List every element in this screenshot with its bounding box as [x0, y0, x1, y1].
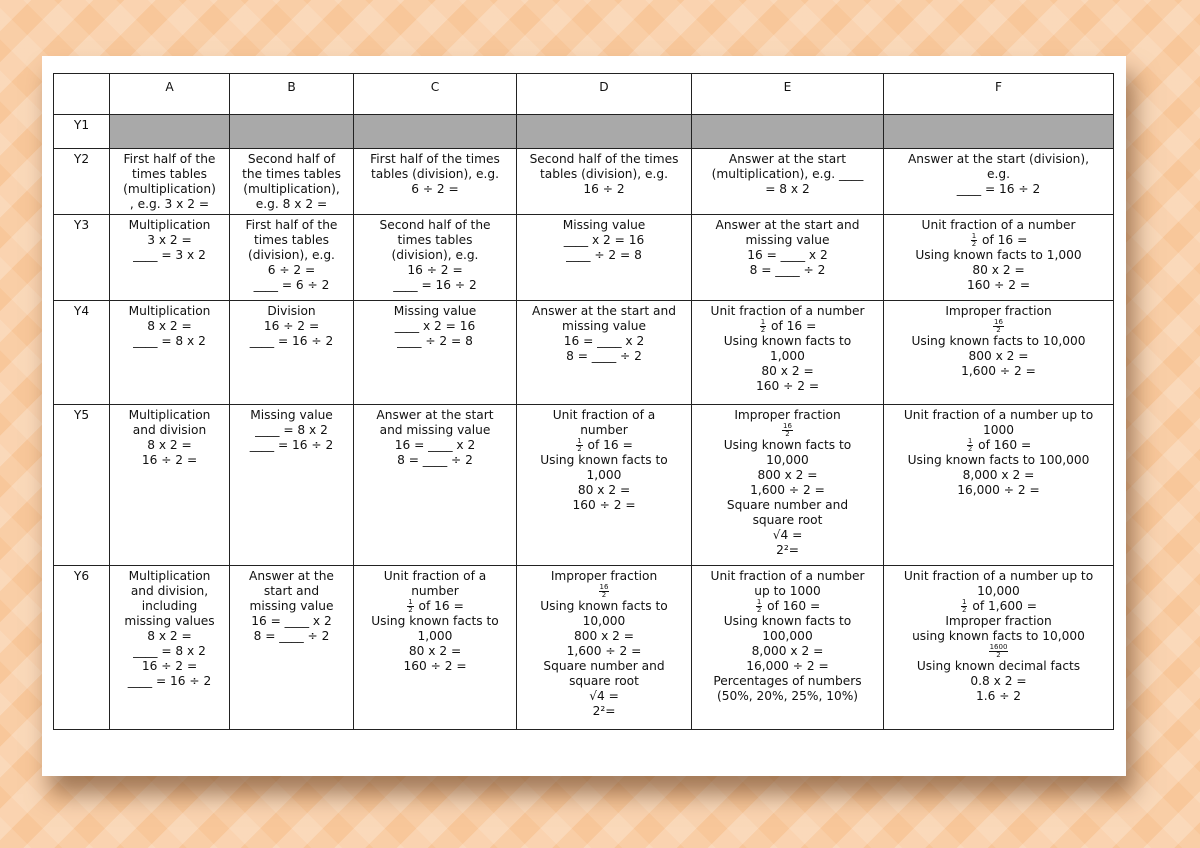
cell-line: ____ ÷ 2 = 8 — [397, 334, 473, 348]
cell-line: 6 ÷ 2 = — [267, 263, 316, 277]
cell-line: Using known decimal facts — [916, 659, 1081, 673]
row-label: Y5 — [54, 405, 110, 566]
cell-line: Unit fraction of a number — [921, 218, 1076, 232]
cell-line: (multiplication), e.g. ____ — [711, 167, 864, 181]
fraction: $\frac{16}{2}$ — [994, 318, 1003, 334]
table-cell — [884, 566, 1114, 730]
cell-line: ____ = 3 x 2 — [133, 248, 206, 262]
table-cell — [230, 215, 354, 301]
cell-line: $\frac{1}{2}$ of 16 = — [408, 598, 464, 614]
cell-line: 8,000 x 2 = — [751, 644, 824, 658]
cell-line: (division), e.g. — [248, 248, 335, 262]
cell-line: Unit fraction of a — [383, 569, 487, 583]
cell-line: missing values — [124, 614, 215, 628]
table-cell — [692, 566, 884, 730]
cell-line: 16,000 ÷ 2 = — [746, 659, 829, 673]
cell-line: 8 = ____ ÷ 2 — [253, 629, 330, 643]
cell-line: ____ = 8 x 2 — [255, 423, 328, 437]
table-row — [54, 301, 1114, 405]
header-row — [54, 74, 1114, 115]
cell-line: Missing value — [250, 408, 333, 422]
table-cell — [692, 405, 884, 566]
cell-line: ____ = 16 ÷ 2 — [956, 182, 1041, 196]
table-cell — [354, 149, 517, 215]
cell-line: Using known facts to — [723, 438, 852, 452]
table-cell — [517, 115, 692, 149]
cell-line: ____ ÷ 2 = 8 — [566, 248, 642, 262]
cell-line: 0.8 x 2 = — [970, 674, 1027, 688]
table-cell — [110, 149, 230, 215]
table-cell — [354, 405, 517, 566]
cell-line: up to 1000 — [754, 584, 821, 598]
cell-line: 80 x 2 = — [972, 263, 1025, 277]
table-cell — [110, 215, 230, 301]
fraction: $\frac{1}{2}$ — [577, 437, 582, 453]
cell-line: Improper fraction — [550, 569, 658, 583]
cell-line: times tables — [397, 233, 473, 247]
table-cell — [354, 301, 517, 405]
cell-line: and division — [132, 423, 207, 437]
table-cell — [230, 566, 354, 730]
table-row — [54, 115, 1114, 149]
cell-line: 800 x 2 = — [968, 349, 1029, 363]
cell-line: 10,000 — [766, 453, 809, 467]
cell-line: 1,600 ÷ 2 = — [750, 483, 825, 497]
cell-line: and division, — [130, 584, 209, 598]
cell-line: 1,000 — [770, 349, 805, 363]
cell-line: Unit fraction of a — [552, 408, 656, 422]
column-header-b: B — [230, 74, 354, 115]
fraction: $\frac{1}{2}$ — [962, 598, 967, 614]
cell-line: Answer at the start — [376, 408, 494, 422]
cell-line: Improper fraction — [945, 304, 1052, 318]
cell-line: 1,600 ÷ 2 = — [961, 364, 1036, 378]
table-cell — [692, 149, 884, 215]
cell-line: 8 x 2 = — [147, 319, 192, 333]
table-row — [54, 405, 1114, 566]
cell-line: Using known facts to — [371, 614, 499, 628]
column-header-d: D — [517, 74, 692, 115]
table-cell — [884, 301, 1114, 405]
row-label: Y3 — [54, 215, 110, 301]
cell-line: missing value — [562, 319, 646, 333]
cell-line: ____ = 8 x 2 — [133, 644, 206, 658]
cell-line: 8,000 x 2 = — [962, 468, 1035, 482]
cell-line: First half of the — [245, 218, 338, 232]
cell-line: Second half of the — [379, 218, 491, 232]
cell-line: 16 = ____ x 2 — [394, 438, 476, 452]
cell-line: = 8 x 2 — [765, 182, 810, 196]
cell-line: 16 = ____ x 2 — [251, 614, 332, 628]
cell-line: 16 ÷ 2 — [583, 182, 625, 196]
cell-line: 1000 — [982, 423, 1015, 437]
cell-line: 8 = ____ ÷ 2 — [397, 453, 473, 467]
cell-line: (50%, 20%, 25%, 10%) — [716, 689, 859, 703]
cell-line: ____ = 16 ÷ 2 — [127, 674, 212, 688]
cell-line: 16 ÷ 2 = — [263, 319, 320, 333]
cell-line: Using known facts to — [723, 334, 852, 348]
cell-line: number — [580, 423, 628, 437]
table-cell — [884, 215, 1114, 301]
table-cell — [110, 301, 230, 405]
cell-line: Unit fraction of a number up to — [903, 569, 1094, 583]
cell-line: √4 = — [772, 528, 803, 542]
cell-line: 16 = ____ x 2 — [563, 334, 645, 348]
cell-line: square root — [569, 674, 639, 688]
cell-line: Percentages of numbers — [713, 674, 862, 688]
cell-line: $\frac{1}{2}$ of 160 = — [967, 437, 1032, 453]
cell-line: ____ x 2 = 16 — [394, 319, 476, 333]
cell-line: Answer at the start (division), — [907, 152, 1090, 166]
cell-line: First half of the — [123, 152, 216, 166]
cell-line — [520, 584, 688, 599]
cell-line: 2²= — [776, 543, 799, 557]
row-label: Y2 — [54, 149, 110, 215]
fraction: $\frac{1}{2}$ — [971, 232, 977, 248]
column-header-c: C — [354, 74, 517, 115]
table-row — [54, 149, 1114, 215]
worksheet-card — [42, 56, 1126, 776]
cell-line: (multiplication) — [123, 182, 216, 196]
table-cell — [517, 566, 692, 730]
cell-line: times tables — [254, 233, 329, 247]
column-header-e: E — [692, 74, 884, 115]
cell-line: 1,000 — [417, 629, 453, 643]
cell-line: ____ = 16 ÷ 2 — [393, 278, 477, 292]
cell-line: 160 ÷ 2 = — [403, 659, 467, 673]
corner-header — [54, 74, 110, 115]
cell-line: ____ x 2 = 16 — [563, 233, 645, 247]
cell-line: $\frac{1}{2}$ of 16 = — [760, 318, 817, 334]
table-cell — [692, 115, 884, 149]
cell-line: e.g. 8 x 2 = — [255, 197, 328, 211]
cell-line: 80 x 2 = — [761, 364, 814, 378]
cell-line: Using known facts to 1,000 — [915, 248, 1082, 262]
cell-line: 8 x 2 = — [147, 438, 192, 452]
table-cell — [110, 115, 230, 149]
cell-line: 16 ÷ 2 = — [407, 263, 463, 277]
row-label: Y6 — [54, 566, 110, 730]
fraction: $\frac{1}{2}$ — [756, 598, 762, 614]
cell-line: tables (division), e.g. — [540, 167, 668, 181]
cell-line: missing value — [745, 233, 830, 247]
cell-line: 80 x 2 = — [577, 483, 631, 497]
cell-line: ____ = 16 ÷ 2 — [249, 334, 334, 348]
table-cell — [230, 405, 354, 566]
cell-line: 80 x 2 = — [408, 644, 462, 658]
cell-line — [887, 644, 1110, 659]
cell-line: 1,000 — [586, 468, 622, 482]
cell-line — [695, 423, 880, 438]
table-cell — [354, 115, 517, 149]
table-cell — [230, 149, 354, 215]
cell-line: 160 ÷ 2 = — [755, 379, 820, 393]
cell-line: Missing value — [562, 218, 646, 232]
cell-line: 1,600 ÷ 2 = — [566, 644, 642, 658]
fraction: $\frac{1600}{2}$ — [989, 643, 1008, 659]
table-cell — [692, 215, 884, 301]
column-header-f: F — [884, 74, 1114, 115]
cell-line: 800 x 2 = — [573, 629, 635, 643]
cell-line: Using known facts to 10,000 — [911, 334, 1086, 348]
cell-line: 1.6 ÷ 2 — [975, 689, 1022, 703]
cell-line: Improper fraction — [734, 408, 841, 422]
cell-line: Missing value — [393, 304, 477, 318]
cell-line: Division — [267, 304, 316, 318]
cell-line: e.g. — [987, 167, 1010, 181]
cell-line: ____ = 16 ÷ 2 — [249, 438, 334, 452]
cell-line: Second half of — [247, 152, 336, 166]
cell-line: (multiplication), — [243, 182, 340, 196]
cell-line: Using known facts to 100,000 — [907, 453, 1090, 467]
cell-line: 16 ÷ 2 = — [141, 659, 198, 673]
cell-line: Multiplication — [128, 304, 211, 318]
cell-line: 8 = ____ ÷ 2 — [566, 349, 642, 363]
table-cell — [230, 115, 354, 149]
cell-line: square root — [752, 513, 823, 527]
cell-line: using known facts to 10,000 — [912, 629, 1085, 643]
cell-line — [887, 319, 1110, 334]
cell-line: 10,000 — [977, 584, 1020, 598]
cell-line: Unit fraction of a number up to — [903, 408, 1094, 422]
cell-line: Unit fraction of a number — [710, 569, 865, 583]
table-cell — [110, 405, 230, 566]
cell-line: tables (division), e.g. — [371, 167, 499, 181]
table-cell — [517, 149, 692, 215]
cell-line: √4 = — [589, 689, 619, 703]
cell-line: 6 ÷ 2 = — [411, 182, 459, 196]
cell-line: ____ = 8 x 2 — [133, 334, 206, 348]
cell-line: Multiplication — [128, 569, 211, 583]
cell-line: Improper fraction — [945, 614, 1052, 628]
cell-line: 100,000 — [762, 629, 813, 643]
row-label: Y1 — [54, 115, 110, 149]
cell-line: Answer at the — [249, 569, 334, 583]
fraction: $\frac{16}{2}$ — [599, 583, 609, 599]
table-cell — [517, 215, 692, 301]
table-cell — [354, 215, 517, 301]
table-cell — [517, 301, 692, 405]
cell-line: (division), e.g. — [391, 248, 479, 262]
cell-line: Square number and — [543, 659, 665, 673]
fraction: $\frac{1}{2}$ — [760, 318, 766, 334]
cell-line: missing value — [249, 599, 334, 613]
cell-line: Second half of the times — [529, 152, 679, 166]
table-cell — [884, 115, 1114, 149]
cell-line: $\frac{1}{2}$ of 1,600 = — [962, 598, 1037, 614]
table-row — [54, 215, 1114, 301]
cell-line: Multiplication — [128, 408, 211, 422]
cell-line: Unit fraction of a number — [710, 304, 865, 318]
cell-line: start and — [263, 584, 320, 598]
table-cell — [692, 301, 884, 405]
cell-line: Answer at the start — [728, 152, 847, 166]
cell-line: Using known facts to — [723, 614, 852, 628]
cell-line: Square number and — [726, 498, 849, 512]
table-cell — [884, 405, 1114, 566]
cell-line: , e.g. 3 x 2 = — [129, 197, 210, 211]
column-header-a: A — [110, 74, 230, 115]
cell-line: number — [411, 584, 459, 598]
table-row — [54, 566, 1114, 730]
cell-line: 3 x 2 = — [147, 233, 192, 247]
cell-line: 10,000 — [582, 614, 626, 628]
cell-line: 800 x 2 = — [757, 468, 818, 482]
fraction: $\frac{16}{2}$ — [783, 422, 792, 438]
cell-line: and missing value — [379, 423, 491, 437]
cell-line: First half of the times — [370, 152, 500, 166]
table-cell — [230, 301, 354, 405]
cell-line: 160 ÷ 2 = — [966, 278, 1031, 292]
cell-line: 2²= — [592, 704, 616, 718]
cell-line: $\frac{1}{2}$ of 16 = — [971, 232, 1028, 248]
cell-line: 160 ÷ 2 = — [572, 498, 636, 512]
cell-line: ____ = 6 ÷ 2 — [253, 278, 330, 292]
table-cell — [517, 405, 692, 566]
cell-line: 16 = ____ x 2 — [747, 248, 828, 262]
cell-line: times tables — [132, 167, 207, 181]
cell-line: Using known facts to — [540, 599, 668, 613]
progression-grid — [53, 73, 1114, 730]
cell-line: the times tables — [242, 167, 341, 181]
cell-line: 8 = ____ ÷ 2 — [749, 263, 826, 277]
cell-line: including — [141, 599, 198, 613]
cell-line: 8 x 2 = — [147, 629, 192, 643]
row-label: Y4 — [54, 301, 110, 405]
cell-line: $\frac{1}{2}$ of 160 = — [756, 598, 821, 614]
cell-line: 16 ÷ 2 = — [141, 453, 198, 467]
table-cell — [884, 149, 1114, 215]
cell-line: $\frac{1}{2}$ of 16 = — [577, 437, 633, 453]
cell-line: Multiplication — [128, 218, 211, 232]
cell-line: Answer at the start and — [715, 218, 860, 232]
cell-line: Answer at the start and — [532, 304, 676, 318]
fraction: $\frac{1}{2}$ — [967, 437, 973, 453]
fraction: $\frac{1}{2}$ — [408, 598, 413, 614]
table-cell — [110, 566, 230, 730]
table-cell — [354, 566, 517, 730]
cell-line: Using known facts to — [540, 453, 668, 467]
cell-line: 16,000 ÷ 2 = — [957, 483, 1040, 497]
